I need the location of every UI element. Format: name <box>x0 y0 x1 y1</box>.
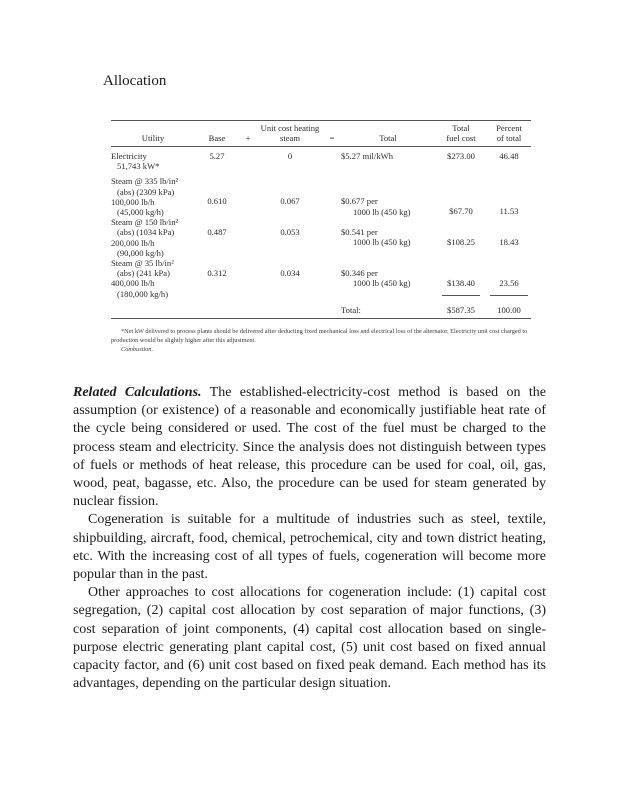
sum-rule <box>442 295 480 296</box>
table-row <box>111 258 531 299</box>
header-unit-cost <box>257 121 323 147</box>
fuel-cost-cell: $273.00 <box>447 151 475 161</box>
table-row <box>111 147 531 177</box>
total-cell <box>341 176 435 217</box>
header-percent <box>487 121 531 147</box>
header-percent-line2: of total <box>496 133 522 143</box>
table-footnote <box>111 327 531 354</box>
utility-line: (abs) (2309 kPa) <box>117 186 175 197</box>
utility-line: (abs) (1034 kPa) <box>117 227 175 238</box>
sum-rule <box>490 295 528 296</box>
fuel-cost-value: $138.40 <box>447 278 475 289</box>
header-percent-line1: Percent <box>496 123 522 133</box>
unit-cost-cell: 0.034 <box>280 268 300 279</box>
body-text <box>73 384 546 693</box>
header-unit-cost-line2: steam <box>279 133 301 143</box>
utility-cell <box>111 258 195 299</box>
utility-line: 51,743 kW* <box>117 161 160 172</box>
header-plus: + <box>239 121 257 147</box>
utility-line: (45,000 kg/h) <box>117 207 164 218</box>
unit-cost-cell: 0 <box>287 151 293 161</box>
footnote-text: *Net kW delivered to process plants should be delivered after deducting fixed mechanical loss and electrical loss of the alternator. Electricity unit cost charged to production would be slightly higher after this adjustment. <box>111 328 528 345</box>
source-text: Combustion. <box>121 346 154 354</box>
total-cell <box>341 258 435 299</box>
total-label: Total: <box>341 304 361 315</box>
percent-cell <box>487 258 531 299</box>
utility-line: Steam @ 150 lb/in² <box>111 217 179 228</box>
header-fuel-cost <box>435 121 487 147</box>
percent-cell: 46.48 <box>499 151 519 161</box>
allocation-table <box>111 120 531 315</box>
total-line: $0.541 per <box>341 227 378 238</box>
header-fuel-cost-line2: fuel cost <box>446 133 476 143</box>
paragraph-related-calculations <box>73 384 546 511</box>
utility-line: (180,000 kg/h) <box>117 288 169 299</box>
table-bottom-rule <box>111 318 531 320</box>
total-cell <box>341 147 435 177</box>
related-calculations-label: Related Calculations. <box>73 385 202 400</box>
paragraph-other-approaches: Other approaches to cost allocations for cogeneration include: (1) capital cost segregation, (2) capital cost allocation by cost separation of major functions, (3) cost separation of joint components, (4) capital cost allocation based on single-purpose electric generating plant capital cost, (5) unit cost based on fixed annual capacity factor, and (6) unit cost based on fixed peak demand. Each method has its advantages, depending on the particular design situation. <box>73 585 546 692</box>
base-cell: 0.487 <box>207 227 227 238</box>
table-total-row <box>111 299 531 315</box>
fuel-cost-cell: $108.25 <box>447 237 475 248</box>
header-base: Base <box>195 121 239 147</box>
header-unit-cost-line1: Unit cost heating <box>260 123 320 133</box>
percent-cell: 18.43 <box>499 237 519 248</box>
total-cell <box>341 217 435 258</box>
header-fuel-cost-line1: Total <box>452 123 470 133</box>
fuel-cost-cell <box>435 258 487 299</box>
total-line: 1000 lb (450 kg) <box>353 237 411 248</box>
total-line: $0.677 per <box>341 196 378 207</box>
table-header-row <box>111 121 531 147</box>
fuel-cost-cell: $67.70 <box>449 206 473 217</box>
total-line: $0.346 per <box>341 268 378 279</box>
unit-cost-cell: 0.053 <box>280 227 300 238</box>
percent-value: 23.56 <box>499 278 519 289</box>
source-credit <box>111 345 531 354</box>
unit-cost-cell: 0.067 <box>280 196 300 207</box>
utility-line: 100,000 lb/h <box>111 196 155 207</box>
percent-cell: 11.53 <box>499 206 519 217</box>
header-equals: = <box>323 121 341 147</box>
paragraph-text: The established-electricity-cost method is based on the assumption (or existence) of a reasonable and economically justifiable heat rate of the cycle being considered or used. The cost of the fuel must be charged to the process steam and electricity. Since the analysis does not distinguish between types of fuels or methods of heat release, this procedure can be used for coal, oil, gas, wood, peat, bagasse, etc. Also, the procedure can be used for steam generated by nuclear fission. <box>73 385 546 510</box>
table-row <box>111 176 531 217</box>
section-heading: Allocation <box>103 73 167 89</box>
utility-line: Steam @ 35 lb/in² <box>111 258 174 269</box>
utility-line: Electricity <box>111 151 147 161</box>
total-line: 1000 lb (450 kg) <box>353 278 411 289</box>
header-total: Total <box>341 121 435 147</box>
utility-line: (abs) (241 kPa) <box>117 268 170 279</box>
paragraph-cogeneration: Cogeneration is suitable for a multitude of industries such as steel, textile, shipbuilding, aircraft, food, chemical, petrochemical, city and town district heating, etc. With the increasing cost of all types of fuels, cogeneration will become more popular than in the past. <box>73 512 546 583</box>
total-line: $5.27 mil/kWh <box>341 151 394 161</box>
allocation-table-block <box>111 120 531 354</box>
utility-line: 400,000 lb/h <box>111 278 155 289</box>
utility-line: Steam @ 335 lb/in² <box>111 176 179 187</box>
table-row <box>111 217 531 258</box>
base-cell: 0.610 <box>207 196 227 207</box>
total-fuel-cost: $587.35 <box>447 304 475 315</box>
utility-cell <box>111 217 195 258</box>
total-line: 1000 lb (450 kg) <box>353 206 411 217</box>
base-cell: 0.312 <box>207 268 227 279</box>
header-utility: Utility <box>111 121 195 147</box>
total-percent: 100.00 <box>497 304 521 315</box>
base-cell: 5.27 <box>209 151 225 161</box>
utility-line: 200,000 lb/h <box>111 237 155 248</box>
utility-cell <box>111 147 195 177</box>
utility-line: (90,000 kg/h) <box>117 247 164 258</box>
utility-cell <box>111 176 195 217</box>
